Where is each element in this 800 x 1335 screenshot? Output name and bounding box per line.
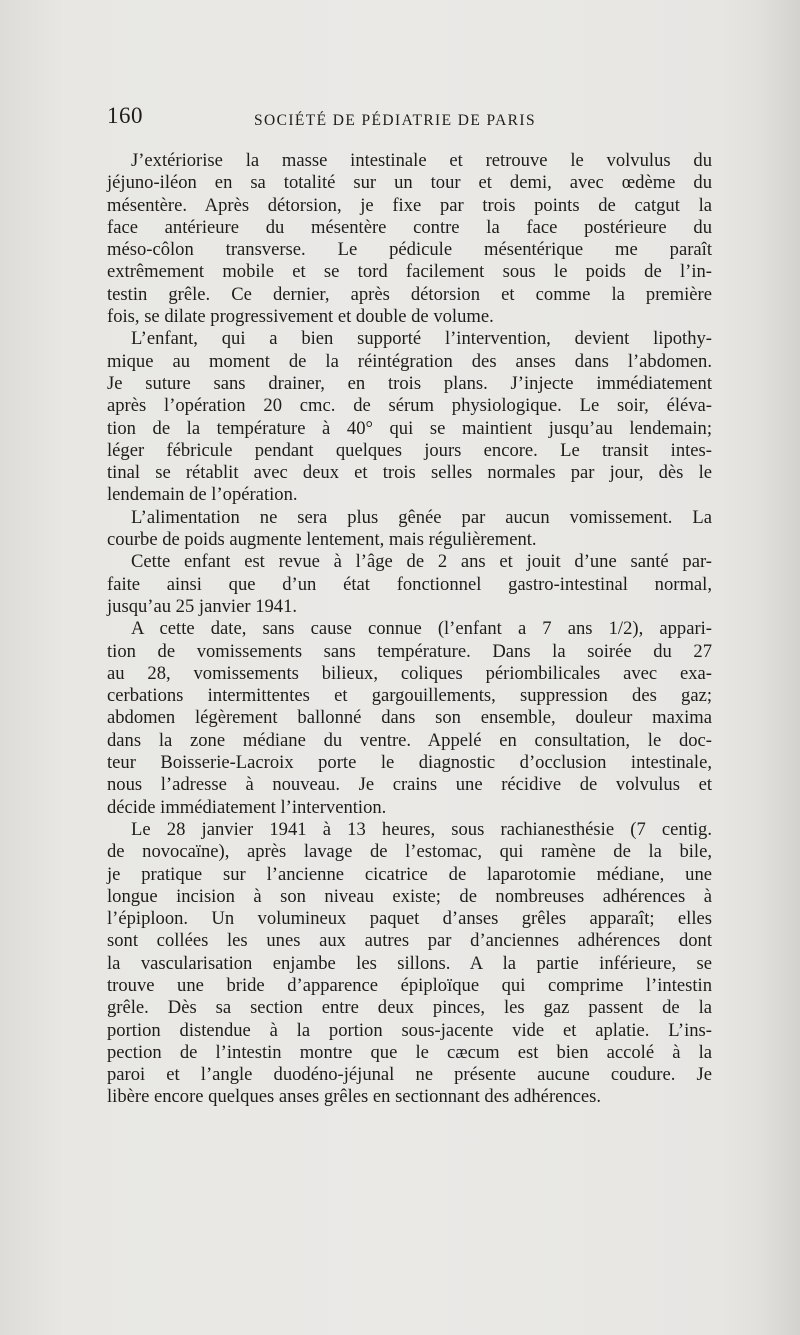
text-line: nous l’adresse à nouveau. Je crains une récidive de volvulus et [107,774,712,796]
running-title: SOCIÉTÉ DE PÉDIATRIE DE PARIS [254,112,537,129]
paragraph [107,819,712,1109]
text-line: décide immédiatement l’intervention. [107,796,387,818]
text-line: tinal se rétablit avec deux et trois selles normales par jour, dès le [107,462,712,484]
text-line: lendemain de l’opération. [107,484,298,506]
text-line: paroi et l’angle duodéno-jéjunal ne présente aucune coudure. Je [107,1064,712,1086]
text-line: faite ainsi que d’un état fonctionnel gastro-intestinal normal, [107,573,712,595]
text-line: jéjuno-iléon en sa totalité sur un tour et demi, avec œdème du [107,172,712,194]
text-line: J’extériorise la masse intestinale et retrouve le volvulus du [131,150,712,171]
text-line: fois, se dilate progressivement et double de volume. [107,306,494,328]
text-line: teur Boisserie-Lacroix porte le diagnostic d’occlusion intestinale, [107,752,712,774]
text-line: léger fébricule pendant quelques jours encore. Le transit intes- [107,439,712,461]
text-line: Je suture sans drainer, en trois plans. J’injecte immédiatement [107,372,712,394]
text-line: abdomen légèrement ballonné dans son ensemble, douleur maxima [107,707,712,729]
text-line: de novocaïne), après lavage de l’estomac, qui ramène de la bile, [107,841,712,863]
text-line: portion distendue à la portion sous-jacente vide et aplatie. L’ins- [107,1019,712,1041]
text-line: dans la zone médiane du ventre. Appelé en consultation, le doc- [107,729,712,751]
text-line: L’alimentation ne sera plus gênée par aucun vomissement. La [131,506,712,528]
text-line: Cette enfant est revue à l’âge de 2 ans et jouit d’une santé par- [131,551,712,573]
paragraph [107,618,712,819]
text-line: sont collées les unes aux autres par d’anciennes adhérences dont [107,930,712,952]
text-line: Le 28 janvier 1941 à 13 heures, sous rachianesthésie (7 centig. [131,818,712,840]
text-line: extrêmement mobile et se tord facilement sous le poids de l’in- [107,261,712,283]
text-line: longue incision à son niveau existe; de nombreuses adhérences à [107,885,712,907]
paragraph [107,507,712,552]
text-line: méso-côlon transverse. Le pédicule mésentérique me paraît [107,239,712,261]
text-line: cerbations intermittentes et gargouillements, suppression des gaz; [107,685,712,707]
page-edge-shadow [760,0,800,1335]
page-header [107,103,712,137]
text-line: tion de la température à 40° qui se maintient jusqu’au lendemain; [107,417,712,439]
text-line: après l’opération 20 cmc. de sérum physiologique. Le soir, éléva- [107,395,712,417]
text-line: l’épiploon. Un volumineux paquet d’anses grêles apparaît; elles [107,908,712,930]
text-line: trouve une bride d’apparence épiploïque qui comprime l’intestin [107,974,712,996]
paragraph [107,150,712,328]
text-line: face antérieure du mésentère contre la face postérieure du [107,216,712,238]
text-line: grêle. Dès sa section entre deux pinces, les gaz passent de la [107,997,712,1019]
text-line: jusqu’au 25 janvier 1941. [107,595,298,617]
text-line: mique au moment de la réintégration des anses dans l’abdomen. [107,350,712,372]
text-line: L’enfant, qui a bien supporté l’intervention, devient lipothy- [131,328,712,350]
body-text [107,150,712,1109]
text-line: je pratique sur l’ancienne cicatrice de laparotomie médiane, une [107,863,712,885]
text-line: libère encore quelques anses grêles en sectionnant des adhérences. [107,1086,602,1108]
text-line: A cette date, sans cause connue (l’enfant a 7 ans 1/2), appari- [131,618,712,640]
paragraph [107,551,712,618]
text-line: au 28, vomissements bilieux, coliques périombilicales avec exa- [107,662,712,684]
text-line: pection de l’intestin montre que le cæcum est bien accolé à la [107,1041,712,1063]
text-line: courbe de poids augmente lentement, mais régulièrement. [107,529,537,551]
text-line: tion de vomissements sans température. Dans la soirée du 27 [107,640,712,662]
text-line: mésentère. Après détorsion, je fixe par trois points de catgut la [107,194,712,216]
page-number: 160 [107,103,143,128]
text-line: testin grêle. Ce dernier, après détorsion et comme la première [107,283,712,305]
paragraph [107,328,712,506]
text-line: la vascularisation enjambe les sillons. A la partie inférieure, se [107,952,712,974]
